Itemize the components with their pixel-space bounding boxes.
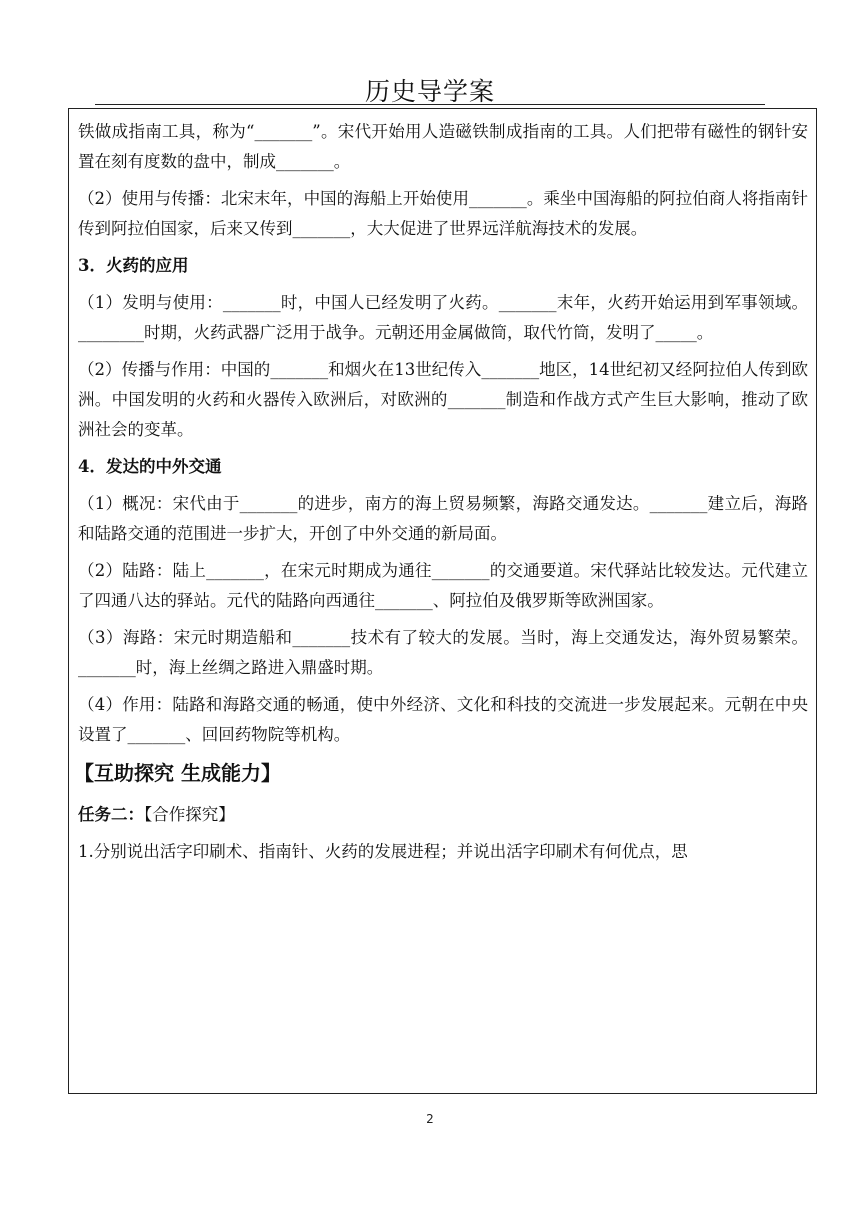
question-1: 1.分别说出活字印刷术、指南针、火药的发展进程；并说出活字印刷术有何优点，思 xyxy=(78,842,688,861)
task-bracket: 【合作探究】 xyxy=(144,805,235,824)
paragraph-transport-overview: （1）概况：宋代由于_______的进步，南方的海上贸易频繁，海路交通发达。_______建立后，海路和陆路交通的范围进一步扩大，开创了中外交通的新局面。 xyxy=(78,494,808,543)
paragraph-gunpowder-spread: （2）传播与作用：中国的_______和烟火在13世纪传入_______地区，14世纪初又经阿拉伯人传到欧洲。中国发明的火药和火器传入欧洲后，对欧洲的_______制造和作战方式产生巨大影响，推动了欧洲社会的变革。 xyxy=(78,360,808,439)
section-heading: 【互助探究 生成能力】 xyxy=(74,761,281,785)
task-label: 任务二： xyxy=(78,805,144,824)
page-title: 历史导学案 xyxy=(364,77,495,106)
paragraph-land-route: （2）陆路：陆上_______，在宋元时期成为通往_______的交通要道。宋代驿站比较发达。元代建立了四通八达的驿站。元代的陆路向西通往_______、阿拉伯及俄罗斯等欧洲国家。 xyxy=(78,561,808,610)
content-frame xyxy=(68,108,817,1094)
paragraph-gunpowder-invention: （1）发明与使用：_______时，中国人已经发明了火药。_______末年，火药开始运用到军事领域。________时期，火药武器广泛用于战争。元朝还用金属做筒，取代竹筒，发明了_____。 xyxy=(78,293,808,342)
heading-gunpowder: 3．火药的应用 xyxy=(78,256,189,275)
heading-transportation: 4．发达的中外交通 xyxy=(78,457,222,476)
header-rule xyxy=(95,104,765,105)
task-line xyxy=(78,800,808,830)
paragraph-transport-effect: （4）作用：陆路和海路交通的畅通，使中外经济、文化和科技的交流进一步发展起来。元朝在中央设置了_______、回回药物院等机构。 xyxy=(78,695,808,744)
page-number: 2 xyxy=(426,1112,434,1126)
paragraph-sea-route: （3）海路：宋元时期造船和_______技术有了较大的发展。当时，海上交通发达，海外贸易繁荣。_______时，海上丝绸之路进入鼎盛时期。 xyxy=(78,628,808,677)
paragraph-compass-spread: （2）使用与传播：北宋末年，中国的海船上开始使用_______。乘坐中国海船的阿拉伯商人将指南针传到阿拉伯国家，后来又传到_______，大大促进了世界远洋航海技术的发展。 xyxy=(78,189,808,238)
paragraph-compass-making: 铁做成指南工具，称为“_______”。宋代开始用人造磁铁制成指南的工具。人们把带有磁性的钢针安置在刻有度数的盘中，制成_______。 xyxy=(78,122,808,171)
